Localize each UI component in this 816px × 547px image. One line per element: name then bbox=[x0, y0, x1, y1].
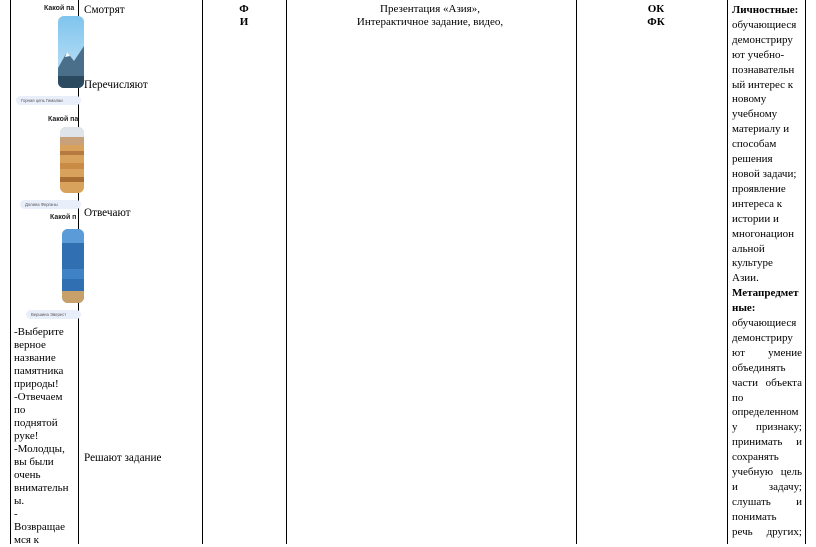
outcome-line: материалу и bbox=[732, 123, 790, 136]
outcome-line: интереса к bbox=[732, 197, 783, 210]
teacher-text-line: природы! bbox=[14, 378, 59, 390]
teacher-activity-text bbox=[14, 326, 76, 547]
assessment bbox=[578, 3, 734, 29]
slide-caption: Горная цепь Гималаи bbox=[16, 96, 81, 105]
teacher-text-line: верное bbox=[14, 339, 46, 351]
outcome-line: обучающиеся bbox=[732, 18, 797, 31]
valley-photo bbox=[60, 127, 84, 193]
slide-caption: Вершина Эверест bbox=[26, 310, 81, 319]
peak-photo bbox=[62, 229, 84, 303]
meta-heading: ные: bbox=[732, 302, 756, 315]
student-action: Решают задание bbox=[84, 452, 162, 464]
teacher-text-line: поднятой bbox=[14, 417, 58, 429]
teacher-text-line: - bbox=[14, 508, 18, 520]
student-action: Отвечают bbox=[84, 207, 131, 219]
mountain-photo bbox=[58, 16, 84, 88]
teacher-text-line: по bbox=[14, 404, 26, 416]
outcome-line: слушать и bbox=[732, 495, 802, 508]
meta-heading: Метапредмет bbox=[732, 287, 799, 300]
teacher-text-line: название bbox=[14, 352, 56, 364]
outcome-line: многонацион bbox=[732, 227, 795, 240]
slide-caption: Долина Ферганы bbox=[20, 200, 81, 209]
teacher-text-line: руке! bbox=[14, 430, 39, 442]
assessment-line: ФК bbox=[647, 16, 665, 28]
teacher-text-line: ы. bbox=[14, 495, 25, 507]
outcome-line: учебному bbox=[732, 108, 778, 121]
resource-line: Интерактичное задание, видео, bbox=[356, 16, 504, 28]
table-border-left bbox=[10, 0, 11, 544]
teacher-text-line: Возвращае bbox=[14, 521, 65, 533]
outcome-line: решения bbox=[732, 153, 773, 166]
outcome-line: понимать bbox=[732, 510, 777, 523]
outcome-line: учебную цель bbox=[732, 466, 802, 479]
learning-outcomes bbox=[732, 3, 802, 540]
outcome-line: обучающиеся bbox=[732, 317, 797, 330]
outcome-line: культуре bbox=[732, 257, 773, 270]
teacher-text-line: вы были bbox=[14, 456, 54, 468]
table-border bbox=[202, 0, 203, 544]
outcome-line: демонстриру bbox=[732, 331, 793, 344]
form-line: И bbox=[239, 16, 249, 28]
student-action: Перечисляют bbox=[84, 79, 148, 91]
meta-outcomes bbox=[732, 316, 802, 540]
personal-heading: Личностные: bbox=[732, 4, 799, 16]
teacher-text-line: очень bbox=[14, 469, 41, 481]
outcome-line: альной bbox=[732, 242, 765, 255]
table-border bbox=[286, 0, 287, 544]
teacher-text-line: внимательн bbox=[14, 482, 69, 494]
outcome-line: истории и bbox=[732, 212, 779, 225]
outcome-line: проявление bbox=[732, 182, 786, 195]
table-border bbox=[576, 0, 577, 544]
teacher-text-line: -Отвечаем bbox=[14, 391, 63, 403]
outcome-line: новому bbox=[732, 93, 767, 106]
outcome-line: принимать и bbox=[732, 436, 802, 449]
outcome-line: речь других; bbox=[732, 525, 802, 538]
outcome-line: ют умение bbox=[732, 346, 802, 359]
outcome-line: объединять bbox=[732, 361, 786, 374]
outcome-line: способам bbox=[732, 138, 777, 151]
teacher-text-line: -Молодцы, bbox=[14, 443, 65, 455]
slide-title: Какой п bbox=[50, 214, 77, 221]
outcome-line: Азии. bbox=[732, 272, 759, 285]
resources bbox=[286, 3, 574, 29]
outcome-line: ют учебно- bbox=[732, 48, 785, 61]
work-forms bbox=[204, 3, 284, 29]
slide-title: Какой па bbox=[44, 5, 75, 12]
student-action: Смотрят bbox=[84, 4, 125, 16]
outcome-line: сохранять bbox=[732, 451, 779, 464]
teacher-text-line: мся к bbox=[14, 534, 39, 546]
resource-line: Презентация «Азия», bbox=[380, 3, 480, 15]
personal-outcomes bbox=[732, 18, 802, 286]
slide-title: Какой па bbox=[48, 116, 79, 123]
outcome-line: части объекта bbox=[732, 376, 802, 389]
outcome-line: у признаку; bbox=[732, 421, 802, 434]
teacher-text-line: памятника bbox=[14, 365, 64, 377]
outcome-line: определенном bbox=[732, 406, 799, 419]
teacher-text-line: -Выберите bbox=[14, 326, 64, 338]
outcome-line: демонстриру bbox=[732, 33, 793, 46]
outcome-line: ый интерес к bbox=[732, 78, 794, 91]
outcome-line: познавательн bbox=[732, 63, 795, 76]
table-border bbox=[727, 0, 728, 544]
outcome-line: новой задачи; bbox=[732, 167, 797, 180]
assessment-line: ОК bbox=[647, 3, 665, 15]
outcome-line: по bbox=[732, 391, 744, 404]
outcome-line: и задачу; bbox=[732, 481, 802, 493]
form-line: Ф bbox=[239, 3, 249, 15]
table-border-right bbox=[805, 0, 806, 544]
